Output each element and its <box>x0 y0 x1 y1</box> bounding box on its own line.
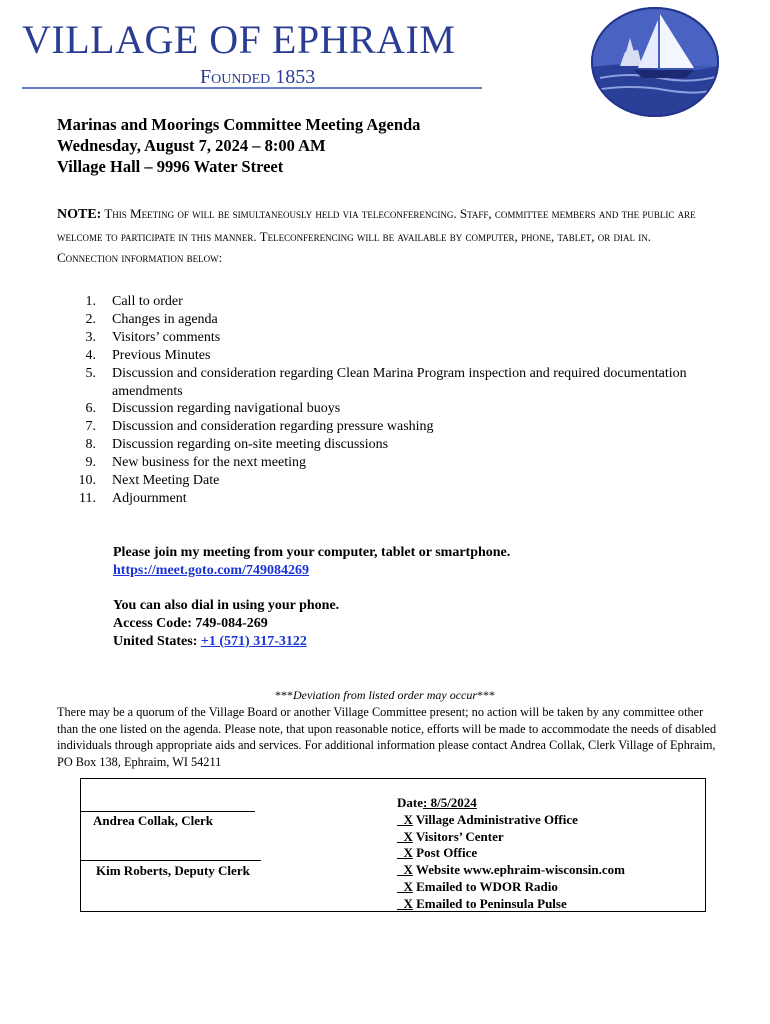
list-item: 2. Changes in agenda <box>85 311 218 327</box>
us-phone-line <box>113 633 339 651</box>
list-item: 1. Call to order <box>85 294 183 309</box>
access-code: Access Code: 749-084-269 <box>113 616 268 631</box>
join-prompt: Please join my meeting from your computer, tablet or smartphone. <box>113 545 511 560</box>
posting-item: X Post Office <box>403 845 478 861</box>
agenda-date-time: Wednesday, August 7, 2024 – 8:00 AM <box>57 136 326 155</box>
founded-subtitle: Founded 1853 <box>200 66 316 88</box>
list-item: 6. Discussion regarding navigational buoys <box>85 401 341 417</box>
phone-link[interactable]: +1 (571) 317-3122 <box>200 634 307 649</box>
posting-item: X Website www.ephraim-wisconsin.com <box>403 862 625 878</box>
agenda-heading <box>57 114 420 177</box>
list-item: 7. Discussion and consideration regarding pressure washing <box>85 419 434 435</box>
agenda-items-list <box>72 293 712 508</box>
note-label: NOTE: <box>57 207 102 222</box>
signature-line <box>80 811 255 812</box>
meeting-link[interactable]: https://meet.goto.com/749084269 <box>113 563 309 578</box>
posting-item: X Emailed to Peninsula Pulse <box>403 895 567 911</box>
list-item: 11. Adjournment <box>79 490 187 506</box>
disclaimer-paragraph: There may be a quorum of the Village Board or another Village Committee present; no action will be taken by any committee other than the one listed on the agenda. Please note, that upon reasonable notice, efforts will be made to accommodate the needs of disabled individuals through appropriate aids and services. For additional information please contact Andrea Collak, Clerk Village of Ephraim, PO Box 138, Ephraim, WI 54211 <box>57 705 717 769</box>
join-meeting-block <box>113 544 510 580</box>
dial-in-block <box>113 597 339 651</box>
list-item: 10. Next Meeting Date <box>78 473 220 489</box>
signature-line <box>80 860 261 861</box>
village-seal-logo <box>590 6 720 118</box>
list-item: 3. Visitors’ comments <box>85 329 221 345</box>
posting-list <box>397 795 625 913</box>
clerk-signature-name: Andrea Collak, Clerk <box>93 813 214 828</box>
deputy-signature-name: Kim Roberts, Deputy Clerk <box>96 863 250 878</box>
dial-prompt: You can also dial in using your phone. <box>113 598 340 613</box>
posting-item: X Emailed to WDOR Radio <box>403 878 558 894</box>
header-divider <box>22 87 482 89</box>
list-item: 5. Discussion and consideration regarding Clean Marina Program inspection and required documentation amendments <box>85 365 687 399</box>
deviation-text: Deviation from listed order may occur <box>292 688 478 702</box>
deviation-note: ***Deviation from listed order may occur*** <box>274 688 496 702</box>
agenda-title: Marinas and Moorings Committee Meeting Agenda <box>57 115 421 134</box>
list-item: 8. Discussion regarding on-site meeting discussions <box>85 437 389 453</box>
posting-item: X Village Administrative Office <box>403 811 578 827</box>
note-text: This Meeting of will be simultaneously held via teleconferencing. Staff, committee members and the public are welcome to participate in this manner. Teleconferencing will be available by computer, phone, tablet, or dial in. Connection information below: <box>57 206 696 266</box>
us-phone-label: United States: <box>113 634 201 649</box>
posting-date: Date: 8/5/2024 <box>397 795 477 810</box>
list-item: 9. New business for the next meeting <box>85 455 307 471</box>
village-title: VILLAGE OF EPHRAIM <box>22 17 456 62</box>
teleconference-note <box>57 203 697 269</box>
agenda-location: Village Hall – 9996 Water Street <box>57 157 284 176</box>
list-item: 4. Previous Minutes <box>85 347 211 363</box>
posting-item: X Visitors’ Center <box>403 828 504 844</box>
